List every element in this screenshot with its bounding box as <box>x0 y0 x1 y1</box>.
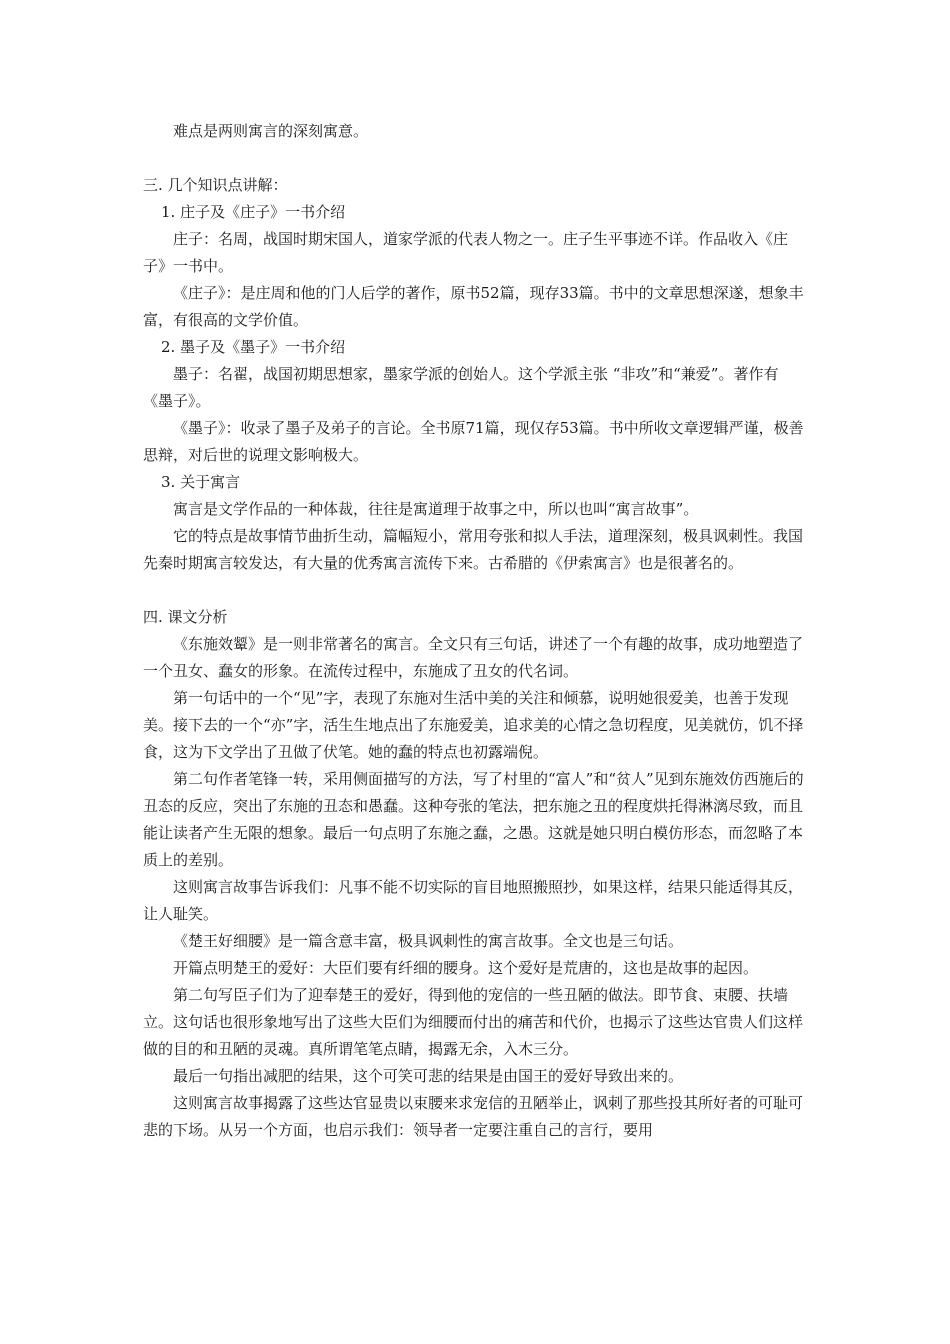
zhuangzi-book: 《庄子》：是庄周和他的门人后学的著作，原书52篇，现存33篇。书中的文章思想深遂，想象丰富，有很高的文学价值。 <box>143 284 804 329</box>
mozi-heading: 2. 墨子及《墨子》一书介绍 <box>161 338 346 356</box>
fable-definition: 寓言是文学作品的一种体裁，往往是寓道理于故事之中，所以也叫“寓言故事”。 <box>173 500 699 518</box>
analysis-paragraph: 《楚王好细腰》是一篇含意丰富，极具讽刺性的寓言故事。全文也是三句话。 <box>173 932 684 950</box>
analysis-paragraph: 《东施效颦》是一则非常著名的寓言。全文只有三句话，讲述了一个有趣的故事，成功地塑造了一个丑女、蠢女的形象。在流传过程中，东施成了丑女的代名词。 <box>143 635 804 680</box>
fable-heading: 3. 关于寓言 <box>161 473 241 491</box>
zhuangzi-heading: 1. 庄子及《庄子》一书介绍 <box>161 203 346 221</box>
analysis-paragraph: 这则寓言故事揭露了这些达官显贵以束腰来求宠信的丑陋举止，讽刺了那些投其所好者的可耻可悲的下场。从另一个方面，也启示我们：领导者一定要注重自己的言行，要用 <box>143 1094 804 1139</box>
document-body <box>143 118 807 1144</box>
analysis-paragraph: 第二句写臣子们为了迎奉楚王的爱好，得到他的宠信的一些丑陋的做法。即节食、束腰、扶墙立。这句话也很形象地写出了这些大臣们为细腰而付出的痛苦和代价，也揭示了这些达官贵人们这样做的目的和丑陋的灵魂。真所谓笔笔点睛，揭露无余，入木三分。 <box>143 986 804 1058</box>
zhuangzi-bio: 庄子：名周，战国时期宋国人，道家学派的代表人物之一。庄子生平事迹不详。作品收入《庄子》一书中。 <box>143 230 789 275</box>
analysis-paragraph: 开篇点明楚王的爱好：大臣们要有纤细的腰身。这个爱好是荒唐的，这也是故事的起因。 <box>173 959 759 977</box>
difficulty-statement: 难点是两则寓言的深刻寓意。 <box>173 122 369 140</box>
mozi-bio: 墨子：名翟，战国初期思想家，墨家学派的创始人。这个学派主张 “非攻”和“兼爱”。著作有《墨子》。 <box>143 365 779 410</box>
mozi-book: 《墨子》：收录了墨子及弟子的言论。全书原71篇，现仅存53篇。书中所收文章逻辑严谨，极善思辩，对后世的说理文影响极大。 <box>143 419 804 464</box>
analysis-paragraph: 这则寓言故事告诉我们：凡事不能不切实际的盲目地照搬照抄，如果这样，结果只能适得其反，让人耻笑。 <box>143 878 804 923</box>
section-3-heading: 三. 几个知识点讲解： <box>143 176 288 194</box>
fable-features: 它的特点是故事情节曲折生动，篇幅短小，常用夸张和拟人手法，道理深刻，极具讽刺性。我国先秦时期寓言较发达，有大量的优秀寓言流传下来。古希腊的《伊索寓言》也是很著名的。 <box>143 527 804 572</box>
section-4-heading: 四. 课文分析 <box>143 608 228 626</box>
analysis-paragraph: 第二句作者笔锋一转，采用侧面描写的方法，写了村里的“富人”和“贫人”见到东施效仿西施后的丑态的反应，突出了东施的丑态和愚蠢。这种夸张的笔法，把东施之丑的程度烘托得淋漓尽致，而且能让读者产生无限的想象。最后一句点明了东施之蠢，之愚。这就是她只明白模仿形态，而忽略了本质上的差别。 <box>143 770 804 869</box>
analysis-paragraph: 第一句话中的一个“见”字，表现了东施对生活中美的关注和倾慕，说明她很爱美，也善于发现美。接下去的一个“亦”字，活生生地点出了东施爱美，追求美的心情之急切程度，见美就仿，饥不择食，这为下文学出了丑做了伏笔。她的蠢的特点也初露端倪。 <box>143 689 804 761</box>
analysis-paragraph: 最后一句指出减肥的结果，这个可笑可悲的结果是由国王的爱好导致出来的。 <box>173 1067 684 1085</box>
